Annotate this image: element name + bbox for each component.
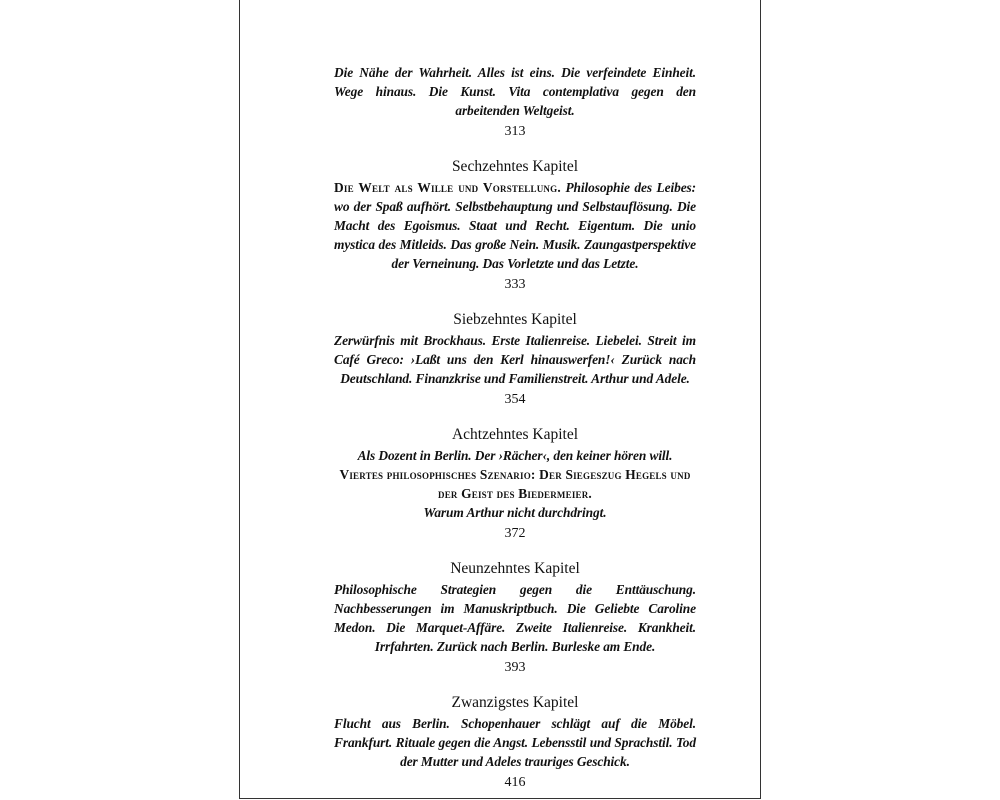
section-title: Viertes philosophisches Szenario: Der Siegeszug Hegels und der Geist des Biedermeier. bbox=[339, 467, 691, 501]
chapter-summary: Die Nähe der Wahrheit. Alles ist eins. Die verfeindete Einheit. Wege hinaus. Die Kunst. Vita contemplativa gegen den arbeitenden Weltgeist. bbox=[334, 65, 696, 118]
chapter-summary: Philosophische Strategien gegen die Enttäuschung. Nachbesserungen im Manuskriptbuch. Die Geliebte Caroline Medon. Die Marquet-Affäre. Zweite Italienreise. Krankheit. Irrfahrten. Zurück nach Berlin. Burleske am Ende. bbox=[334, 582, 696, 654]
chapter-summary-line: Warum Arthur nicht durchdringt. bbox=[423, 505, 607, 520]
page-number: 393 bbox=[504, 660, 526, 675]
page-number: 416 bbox=[504, 775, 526, 790]
section-title: Die Welt als Wille und Vorstellung. bbox=[334, 180, 561, 195]
chapter-summary: Flucht aus Berlin. Schopenhauer schlägt auf die Möbel. Frankfurt. Rituale gegen die Angst. Lebensstil und Sprachstil. Tod der Mutter und Adeles trauriges Geschick. bbox=[334, 716, 696, 769]
page-number: 333 bbox=[504, 277, 526, 292]
page-number: 372 bbox=[504, 526, 526, 541]
chapter-title: Sechzehntes Kapitel bbox=[451, 158, 579, 175]
page-number: 313 bbox=[504, 124, 526, 139]
table-of-contents bbox=[334, 63, 696, 792]
chapter-summary-line: Als Dozent in Berlin. Der ›Rächer‹, den keiner hören will. bbox=[357, 448, 673, 463]
chapter-title: Siebzehntes Kapitel bbox=[453, 311, 577, 328]
chapter-title: Neunzehntes Kapitel bbox=[450, 560, 580, 577]
chapter-title: Achtzehntes Kapitel bbox=[451, 426, 579, 443]
chapter-summary bbox=[334, 178, 696, 273]
chapter-title: Zwanzigstes Kapitel bbox=[451, 694, 579, 711]
chapter-summary: Zerwürfnis mit Brockhaus. Erste Italienreise. Liebelei. Streit im Café Greco: ›Laßt uns den Kerl hinauswerfen!‹ Zurück nach Deutschland. Finanzkrise und Familienstreit. Arthur und Adele. bbox=[334, 333, 696, 386]
page-number: 354 bbox=[504, 392, 526, 407]
chapter-summary-text: Philosophie des Leibes: wo der Spaß aufhört. Selbstbehauptung und Selbstauflösung. Die Macht des Egoismus. Staat und Recht. Eigentum. Die unio mystica des Mitleids. Das große Nein. Musik. Zaungastperspektive der Verneinung. Das Vorletzte und das Letzte. bbox=[334, 180, 697, 271]
book-page bbox=[239, 0, 761, 799]
